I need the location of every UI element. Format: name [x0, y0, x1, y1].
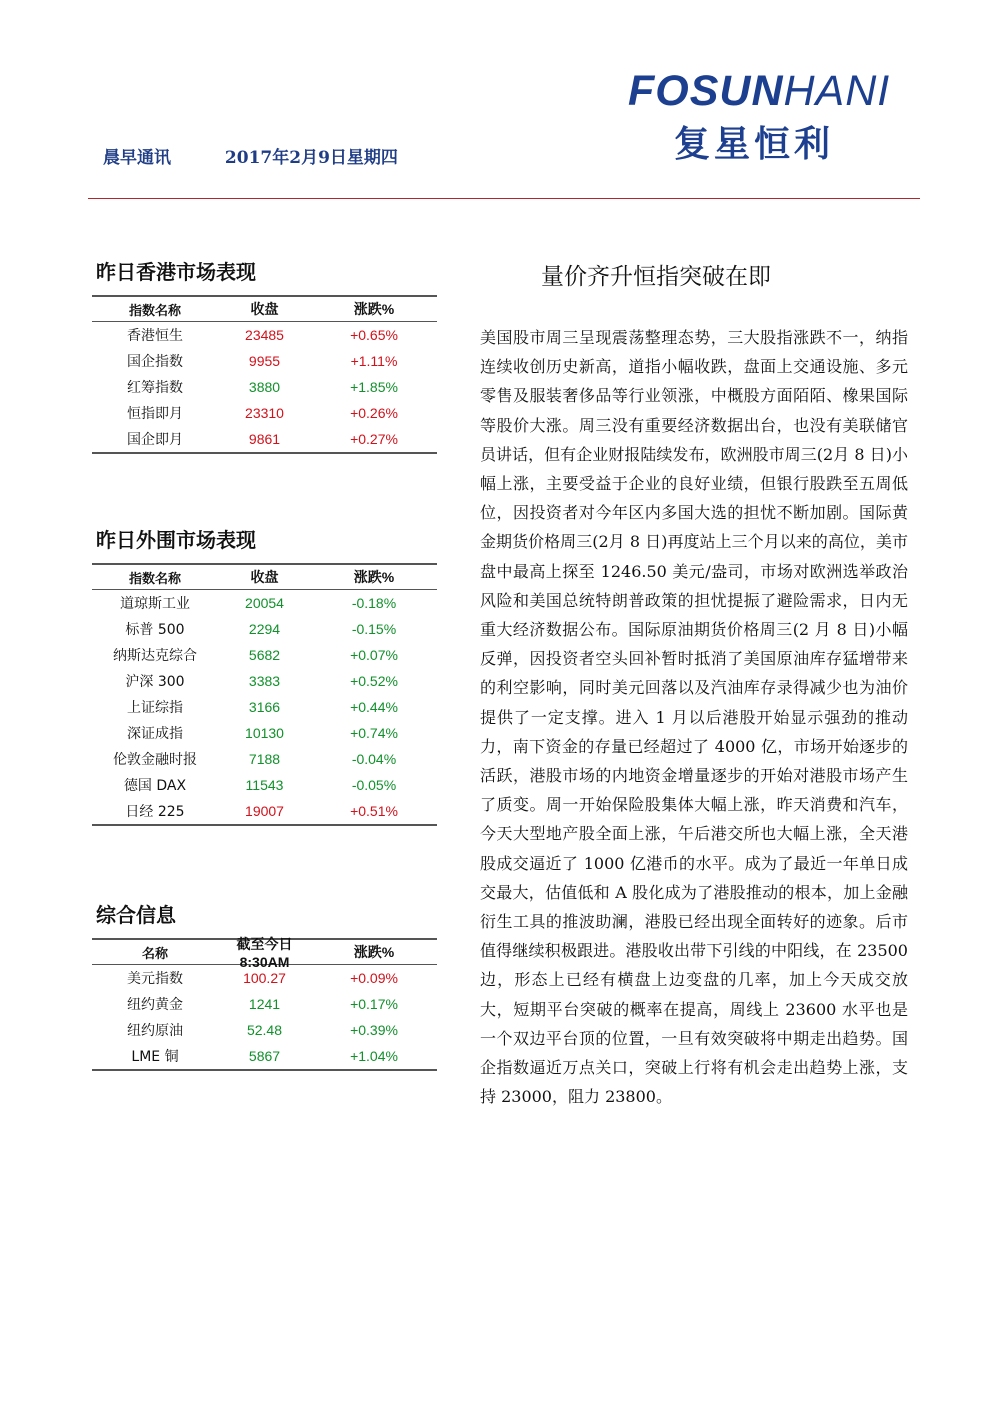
- table-row: [92, 400, 437, 426]
- article-body: 美国股市周三呈现震荡整理态势，三大股指涨跌不一，纳指连续收创历史新高，道指小幅收跌，盘面上交通设施、多元零售及服装奢侈品等行业领涨，中概股方面陌陌、橡果国际等股价大涨。周三没有重要经济数据出台，也没有美联储官员讲话，但有企业财报陆续发布，欧洲股市周三(2月 8 日)小幅上涨，主要受益于企业的良好业绩，但银行股跌至五周低位，因投资者对今年区内多国大选的担忧不断加剧。国际黄金期货价格周三(2月 8 日)再度站上三个月以来的高位，美市盘中最高上探至 1246.50 美元/盎司，市场对欧洲选举政治风险和美国总统特朗普政策的担忧提振了避险需求，日内无重大经济数据公布。国际原油期货价格周三(2 月 8 日)小幅反弹，因投资者空头回补暂时抵消了美国原油库存猛增带来的利空影响，同时美元回落以及汽油库存录得减少也为油价提供了一定支撑。进入 1 月以后港股开始显示强劲的推动力，南下资金的存量已经超过了 4000 亿，市场开始逐步的活跃，港股市场的内地资金增量逐步的开始对港股市场产生了质变。周一开始保险股集体大幅上涨，昨天消费和汽车，今天大型地产股全面上涨，午后港交所也大幅上涨，全天港股成交逼近了 1000 亿港币的水平。成为了最近一年单日成交最大，估值低和 A 股化成为了港股推动的根本，加上金融衍生工具的推波助澜，港股已经出现全面转好的迹象。后市值得继续积极跟进。港股收出带下引线的中阳线，在 23500 边，形态上已经有横盘上边变盘的几率，加上今天成交放大，短期平台突破的概率在提高，周线上 23600 水平也是一个双边平台顶的位置，一旦有效突破将中期走出趋势。国企指数逼近万点关口，突破上行将有机会走出趋势上涨，支持 23000，阻力 23800。: [480, 328, 908, 1107]
- close-value: 11543: [245, 777, 284, 793]
- logo-english: FOSUNHANI: [628, 67, 891, 115]
- change-percent: +1.85%: [350, 379, 398, 395]
- index-name: 伦敦金融时报: [113, 752, 197, 768]
- index-name: 纽约黄金: [127, 997, 183, 1013]
- change-percent: -0.05%: [351, 777, 397, 793]
- publication-name: 晨早通讯: [103, 148, 171, 168]
- index-name: 恒指即月: [127, 406, 183, 422]
- table-row: [92, 426, 437, 454]
- report-date: 2017年2月9日星期四: [224, 148, 398, 168]
- table-row: [92, 720, 437, 746]
- table-header: [92, 936, 437, 970]
- company-logo: [628, 68, 923, 163]
- table-row: [92, 348, 437, 374]
- header-divider: [88, 198, 920, 199]
- column-header: 指数名称: [128, 571, 181, 587]
- general-info-title: 综合信息: [96, 903, 176, 927]
- index-name: 深证成指: [127, 726, 183, 742]
- table-row: [92, 322, 437, 348]
- close-value: 9955: [248, 353, 281, 369]
- close-value: 3880: [248, 379, 281, 395]
- close-value: 52.48: [246, 1022, 283, 1038]
- report-header: [103, 143, 398, 168]
- table-row: [92, 772, 437, 798]
- index-name: 纽约原油: [127, 1023, 183, 1039]
- change-percent: +0.27%: [350, 431, 398, 447]
- table-row: [92, 991, 437, 1017]
- change-percent: +1.04%: [350, 1048, 398, 1064]
- hk-market-table: [92, 295, 437, 454]
- close-value: 7188: [248, 751, 281, 767]
- column-header: 收盘: [250, 301, 279, 317]
- general-info-table: [92, 938, 437, 1071]
- index-name: 美元指数: [127, 971, 183, 987]
- table-row: [92, 798, 437, 826]
- foreign-market-title: 昨日外围市场表现: [96, 528, 256, 552]
- change-percent: -0.04%: [351, 751, 397, 767]
- table-header: [92, 563, 437, 590]
- index-name: 日经 225: [125, 804, 185, 820]
- close-value: 9861: [248, 431, 281, 447]
- close-value: 3383: [248, 673, 281, 689]
- close-value: 19007: [245, 803, 284, 819]
- column-header: 涨跌%: [353, 301, 395, 317]
- change-percent: +0.51%: [350, 803, 398, 819]
- close-value: 3166: [248, 699, 281, 715]
- change-percent: +0.74%: [350, 725, 398, 741]
- table-row: [92, 616, 437, 642]
- close-value: 100.27: [243, 970, 286, 986]
- table-row: [92, 642, 437, 668]
- logo-chinese: 复星恒利: [674, 124, 835, 165]
- table-row: [92, 590, 437, 616]
- table-row: [92, 668, 437, 694]
- close-value: 20054: [245, 595, 284, 611]
- table-header: [92, 295, 437, 322]
- close-value: 5867: [248, 1048, 281, 1064]
- article-title: 量价齐升恒指突破在即: [541, 264, 771, 290]
- index-name: 沪深 300: [125, 674, 185, 690]
- change-percent: +0.65%: [350, 327, 398, 343]
- index-name: 上证综指: [127, 700, 183, 716]
- index-name: 纳斯达克综合: [113, 648, 197, 664]
- column-header: 截至今日 8:30AM: [236, 936, 293, 970]
- column-header: 名称: [141, 946, 168, 962]
- index-name: 道琼斯工业: [120, 596, 190, 612]
- change-percent: +1.11%: [350, 353, 398, 369]
- close-value: 10130: [245, 725, 284, 741]
- index-name: 红筹指数: [127, 380, 183, 396]
- hk-market-title: 昨日香港市场表现: [96, 260, 256, 284]
- index-name: 国企指数: [127, 354, 183, 370]
- index-name: 国企即月: [127, 432, 183, 448]
- change-percent: +0.39%: [350, 1022, 398, 1038]
- column-header: 涨跌%: [353, 944, 395, 960]
- close-value: 5682: [248, 647, 281, 663]
- index-name: 标普 500: [125, 622, 185, 638]
- column-header: 收盘: [250, 569, 279, 585]
- close-value: 2294: [248, 621, 281, 637]
- table-row: [92, 1017, 437, 1043]
- close-value: 23310: [245, 405, 284, 421]
- column-header: 指数名称: [128, 303, 181, 319]
- foreign-market-table: [92, 563, 437, 826]
- table-row: [92, 694, 437, 720]
- index-name: LME 铜: [131, 1049, 179, 1065]
- index-name: 德国 DAX: [123, 778, 187, 794]
- change-percent: +0.17%: [350, 996, 398, 1012]
- close-value: 23485: [245, 327, 284, 343]
- table-row: [92, 374, 437, 400]
- change-percent: -0.15%: [351, 621, 397, 637]
- column-header: 涨跌%: [353, 569, 395, 585]
- index-name: 香港恒生: [127, 328, 183, 344]
- change-percent: +0.07%: [350, 647, 398, 663]
- table-row: [92, 1043, 437, 1071]
- change-percent: +0.52%: [350, 673, 398, 689]
- change-percent: +0.09%: [350, 970, 398, 986]
- change-percent: +0.44%: [350, 699, 398, 715]
- change-percent: -0.18%: [351, 595, 397, 611]
- close-value: 1241: [248, 996, 281, 1012]
- change-percent: +0.26%: [350, 405, 398, 421]
- table-row: [92, 746, 437, 772]
